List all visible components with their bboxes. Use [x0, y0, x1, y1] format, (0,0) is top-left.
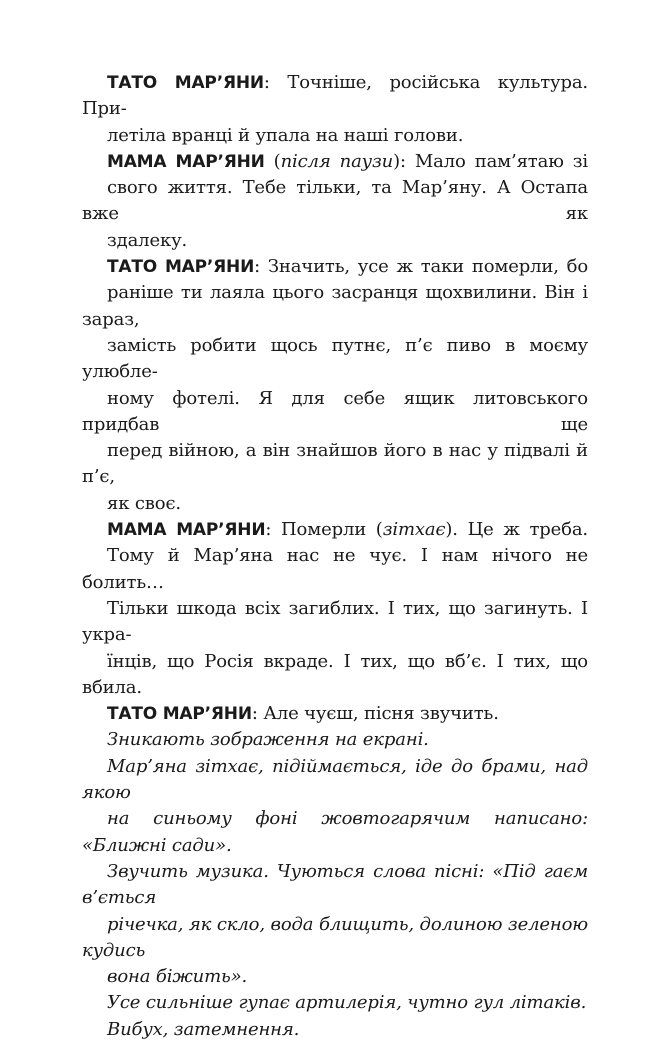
dialogue-paragraph	[82, 254, 588, 517]
text-line	[82, 754, 588, 807]
italic-text: річечка, як скло, вода блищить, долиною зеленою кудись	[82, 913, 588, 961]
stage-direction	[82, 727, 588, 753]
text-line	[82, 912, 588, 965]
italic-text: зітхає	[382, 519, 446, 541]
text-line	[82, 438, 588, 491]
italic-text: Вибух, затемнення.	[107, 1018, 300, 1040]
text-line	[82, 543, 588, 596]
line-text: перед війною, а він знайшов його в нас у підвалі й п’є,	[82, 440, 588, 488]
line-text: здалеку.	[107, 229, 188, 251]
text-line	[82, 386, 588, 439]
text-line	[82, 228, 588, 254]
text-line	[82, 596, 588, 649]
line-text: Тільки шкода всіх загиблих. І тих, що загинуть. І укра-	[82, 597, 588, 646]
line-text: (	[264, 150, 281, 172]
line-text: ному фотелі. Я для себе ящик литовського придбав ще	[82, 387, 588, 435]
text-line	[82, 1017, 588, 1043]
play-text-page	[82, 70, 588, 1043]
speaker-name: ТАТО МАР’ЯНИ	[107, 704, 252, 725]
speaker-name: МАМА МАР’ЯНИ	[107, 151, 265, 172]
speaker-name: ТАТО МАР’ЯНИ	[107, 73, 264, 93]
line-text: : Точніше, російська культура. При-	[82, 72, 589, 120]
line-text: ). Це ж треба.	[445, 519, 588, 541]
line-text: свого життя. Тебе тільки, та Мар’яну. А Остапа вже як	[82, 177, 588, 225]
italic-text: Мар’яна зітхає, підіймається, іде до брами, над якою	[82, 755, 588, 804]
text-line	[82, 491, 588, 517]
line-text: : Але чуєш, пісня звучить.	[251, 703, 499, 725]
line-text: Тому й Мар’яна нас не чує. І нам нічого не болить…	[82, 545, 588, 593]
text-line	[82, 859, 588, 912]
text-line	[82, 727, 588, 753]
line-text: : Значить, усе ж таки померли, бо	[254, 256, 589, 278]
stage-direction	[82, 1017, 588, 1043]
text-line	[82, 70, 588, 123]
dialogue-paragraph	[82, 70, 588, 149]
text-line	[82, 280, 588, 333]
speaker-name: МАМА МАР’ЯНИ	[107, 520, 266, 541]
italic-text: Зникають зображення на екрані.	[107, 729, 429, 751]
line-text: як своє.	[107, 492, 181, 514]
stage-direction	[82, 859, 588, 990]
dialogue-paragraph	[82, 701, 588, 727]
line-text: ): Мало пам’ятаю зі	[393, 150, 589, 172]
italic-text: Звучить музика. Чуються слова пісні: «Під гаєм в’ється	[82, 860, 588, 909]
line-text: : Померли (	[265, 519, 383, 541]
text-line	[82, 964, 588, 990]
line-text: замість робити щось путнє, п’є пиво в моєму улюбле-	[82, 334, 588, 383]
text-line	[82, 333, 588, 386]
text-line	[82, 254, 588, 280]
italic-text: Усе сильніше гупає артилерія, чутно гул літаків.	[107, 992, 587, 1014]
text-line	[82, 517, 588, 543]
stage-direction	[82, 754, 588, 859]
dialogue-paragraph	[82, 517, 588, 701]
text-line	[82, 123, 588, 149]
stage-direction	[82, 990, 588, 1016]
speaker-name: ТАТО МАР’ЯНИ	[107, 257, 255, 278]
text-line	[82, 990, 588, 1016]
text-line	[82, 149, 588, 175]
text-line	[82, 806, 588, 859]
text-line	[82, 701, 588, 727]
text-line	[82, 175, 588, 228]
text-line	[82, 649, 588, 702]
line-text: раніше ти лаяла цього засранця щохвилини. Він і зараз,	[82, 282, 588, 330]
line-text: їнців, що Росія вкраде. І тих, що вб’є. І тих, що вбила.	[82, 650, 588, 698]
italic-text: вона біжить».	[107, 966, 248, 988]
line-text: летіла вранці й упала на наші голови.	[107, 124, 464, 146]
italic-text: на синьому фоні жовтогарячим написано: «Ближні сади».	[82, 808, 588, 856]
italic-text: після паузи	[280, 150, 394, 172]
dialogue-paragraph	[82, 149, 588, 254]
